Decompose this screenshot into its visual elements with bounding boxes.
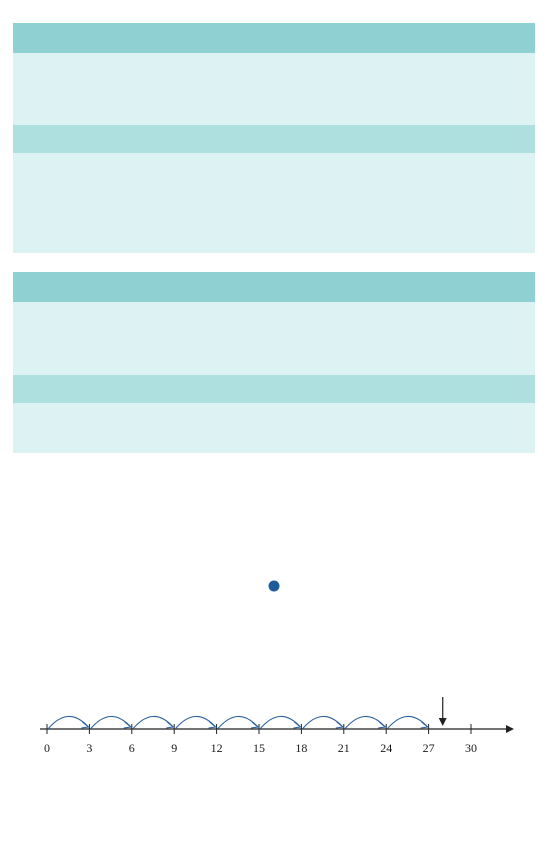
number-line — [30, 680, 525, 758]
number-line-tick-label: 18 — [295, 741, 308, 755]
hop-arc — [175, 716, 215, 729]
number-line-tick-label: 21 — [337, 741, 350, 755]
hop-arc — [387, 716, 427, 729]
hop-arc — [48, 716, 88, 729]
example-21-header — [13, 272, 535, 302]
example-20-header — [13, 23, 535, 53]
number-line-tick-label: 15 — [253, 741, 265, 755]
number-line-tick-label: 6 — [128, 741, 135, 755]
number-line-tick-label: 27 — [422, 741, 435, 755]
example-20-solution-body — [13, 153, 535, 253]
hop-arc — [302, 716, 342, 729]
example-20-body — [13, 53, 535, 125]
number-line-tick-label: 3 — [86, 741, 93, 755]
hop-arc — [345, 716, 385, 729]
number-line-tick-label: 12 — [210, 741, 223, 755]
hop-arc — [260, 716, 300, 729]
leftover-marble — [269, 581, 280, 592]
number-line-tick-label: 30 — [465, 741, 477, 755]
marbles-diagram — [30, 557, 310, 617]
example-21-solution-body — [13, 403, 535, 453]
hop-arc — [218, 716, 258, 729]
number-line-tick-label: 9 — [171, 741, 178, 755]
example-20-solution-header — [13, 125, 535, 153]
marker-arrowhead — [439, 718, 447, 726]
example-21-solution-header — [13, 375, 535, 403]
number-line-tick-label: 0 — [44, 741, 50, 755]
number-line-arrowhead — [506, 725, 514, 733]
hop-arc — [90, 716, 130, 729]
example-21-body — [13, 302, 535, 375]
number-line-tick-label: 24 — [380, 741, 393, 755]
hop-arc — [133, 716, 173, 729]
